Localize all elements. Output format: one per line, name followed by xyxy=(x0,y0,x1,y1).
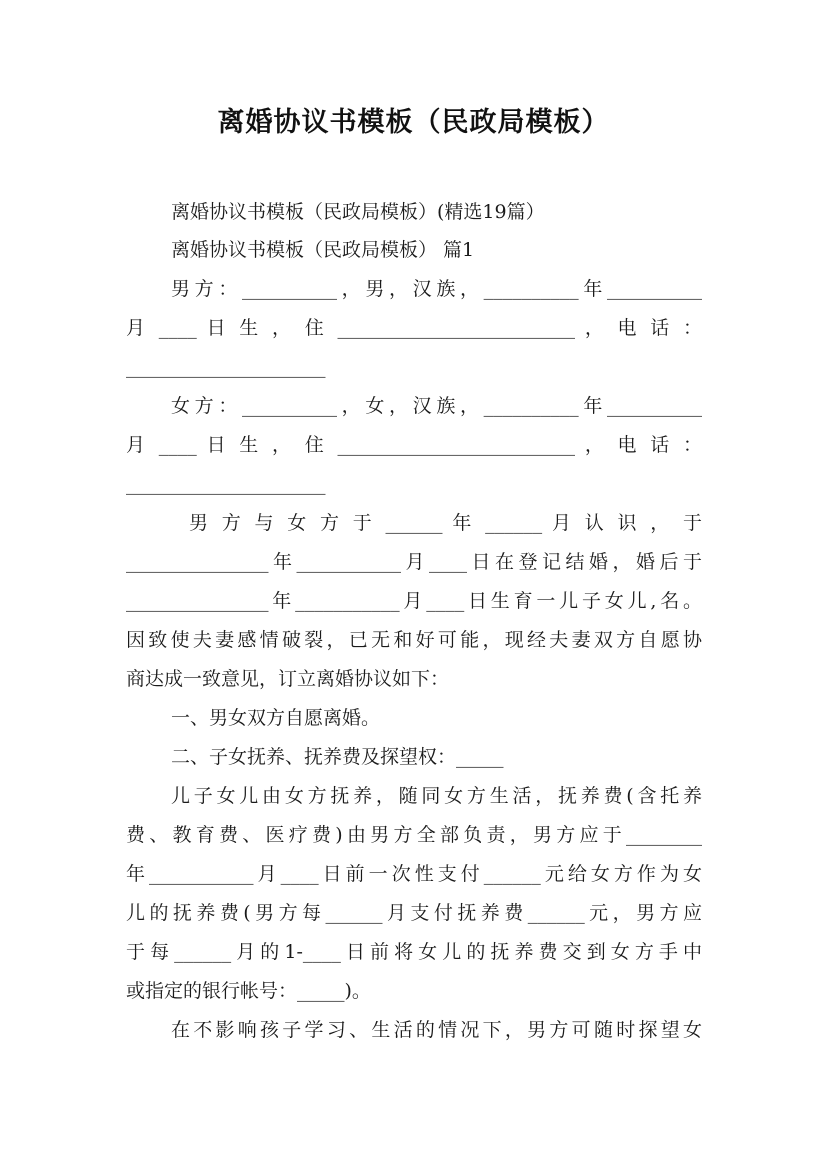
paragraph-line: 男方：__________，男，汉族，__________年__________ xyxy=(171,278,702,300)
paragraph-line: 费、教育费、医疗费)由男方全部负责，男方应于________ xyxy=(126,824,702,846)
section-heading: 离婚协议书模板（民政局模板） 篇1 xyxy=(171,239,475,261)
paragraph-line: _______________年___________月____日在登记结婚，婚后于 xyxy=(126,551,702,573)
paragraph-line: _______________年___________月____日生育一儿子女儿,名。 xyxy=(126,590,702,612)
paragraph-line: 男 方 与 女 方 于 ______ 年 ______ 月 认 识 ， 于 xyxy=(189,512,702,534)
paragraph-line: 在不影响孩子学习、生活的情况下，男方可随时探望女 xyxy=(171,1019,702,1041)
clause-heading: 一、男女双方自愿离婚。 xyxy=(171,707,381,729)
paragraph-line: 儿子女儿由女方抚养，随同女方生活，抚养费(含托养 xyxy=(171,785,702,807)
paragraph-line: 年___________月____日前一次性支付______元给女方作为女 xyxy=(126,863,702,885)
clause-heading: 二、子女抚养、抚养费及探望权：_____ xyxy=(171,746,504,768)
paragraph-line: 月 ____ 日 生 ， 住 _________________________ ， 电 话 ： xyxy=(126,317,702,339)
paragraph-line: 商达成一致意见，订立离婚协议如下： xyxy=(126,668,450,690)
paragraph-line: 于每______月的1-____日前将女儿的抚养费交到女方手中 xyxy=(126,941,702,963)
paragraph-line: 月 ____ 日 生 ， 住 _________________________ ， 电 话 ： xyxy=(126,434,702,456)
subtitle-line: 离婚协议书模板（民政局模板）(精选19篇） xyxy=(171,201,545,223)
paragraph-line: 女方：__________，女，汉族，__________年__________ xyxy=(171,395,702,417)
document-title: 离婚协议书模板（民政局模板） xyxy=(217,107,610,138)
paragraph-line: 因致使夫妻感情破裂，已无和好可能，现经夫妻双方自愿协 xyxy=(126,629,702,651)
paragraph-line: 或指定的银行帐号：_____)。 xyxy=(126,980,371,1002)
paragraph-line: 儿的抚养费(男方每______月支付抚养费______元，男方应 xyxy=(126,902,702,924)
paragraph-line: _____________________ xyxy=(126,356,326,378)
paragraph-line: _____________________ xyxy=(126,473,326,495)
